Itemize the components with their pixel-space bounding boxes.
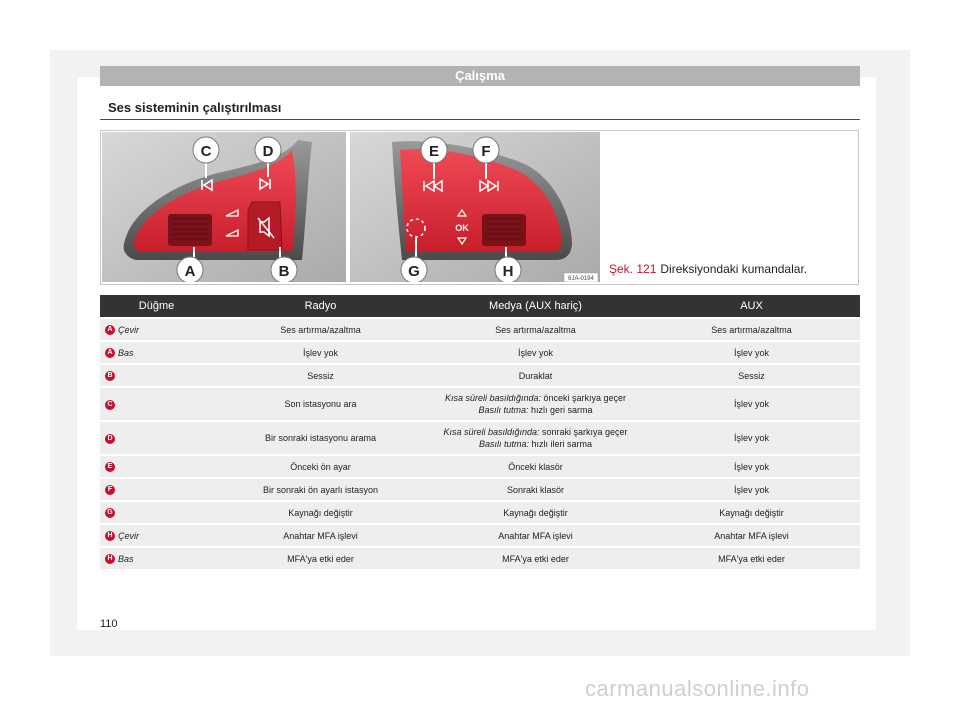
table-row (100, 456, 860, 477)
key-cell (100, 502, 213, 523)
radio-cell: Son istasyonu ara (213, 388, 428, 420)
key-badge: B (105, 371, 115, 381)
key-badge: H (105, 554, 115, 564)
aux-cell: Kaynağı değiştir (643, 502, 860, 523)
label-f: F (481, 143, 491, 160)
radio-cell: Anahtar MFA işlevi (213, 525, 428, 546)
table-header-row (100, 295, 860, 317)
figure-number: Şek. 121 (609, 262, 657, 276)
radio-cell: Ses artırma/azaltma (213, 319, 428, 340)
figure-ref-code: 6JA-0194 (568, 276, 594, 282)
media-cell: Ses artırma/azaltma (428, 319, 643, 340)
key-badge: D (105, 434, 115, 444)
media-long-press (432, 404, 639, 416)
table-row (100, 388, 860, 420)
aux-cell: İşlev yok (643, 342, 860, 363)
radio-cell: Bir sonraki ön ayarlı istasyon (213, 479, 428, 500)
long-press-text: hızlı ileri sarma (529, 439, 593, 449)
media-cell: Anahtar MFA işlevi (428, 525, 643, 546)
media-cell: Önceki klasör (428, 456, 643, 477)
page-number: 110 (100, 618, 118, 630)
aux-cell: İşlev yok (643, 388, 860, 420)
key-badge: F (105, 485, 115, 495)
label-b: B (278, 263, 290, 280)
key-badge: C (105, 400, 115, 410)
media-cell: Duraklat (428, 365, 643, 386)
radio-cell: Kaynağı değiştir (213, 502, 428, 523)
radio-cell: Bir sonraki istasyonu arama (213, 422, 428, 454)
key-badge: E (105, 462, 115, 472)
radio-cell: Önceki ön ayar (213, 456, 428, 477)
table-row (100, 422, 860, 454)
media-cell: MFA'ya etki eder (428, 548, 643, 569)
key-cell (100, 365, 213, 386)
media-cell (428, 422, 643, 454)
key-badge: G (105, 508, 115, 518)
key-cell (100, 342, 213, 363)
header-radio: Radyo (213, 295, 428, 317)
aux-cell: MFA'ya etki eder (643, 548, 860, 569)
aux-cell: Ses artırma/azaltma (643, 319, 860, 340)
action-label: Bas (118, 553, 134, 564)
watermark-text: carmanualsonline.info (585, 676, 810, 701)
function-table (100, 293, 860, 571)
media-long-press (432, 438, 639, 450)
header-button: Düğme (100, 295, 213, 317)
table-row (100, 525, 860, 546)
key-cell (100, 525, 213, 546)
long-press-text: hızlı geri sarma (528, 405, 593, 415)
table-row (100, 479, 860, 500)
label-e: E (428, 143, 440, 160)
action-label: Bas (118, 347, 134, 358)
radio-cell: Sessiz (213, 365, 428, 386)
short-press-text: önceki şarkıya geçer (541, 393, 627, 403)
label-a: A (184, 263, 196, 280)
media-cell: Kaynağı değiştir (428, 502, 643, 523)
aux-cell: İşlev yok (643, 456, 860, 477)
header-media: Medya (AUX hariç) (428, 295, 643, 317)
long-press-lead: Basılı tutma: (478, 439, 529, 449)
key-cell (100, 479, 213, 500)
key-cell (100, 388, 213, 420)
figure-caption-text: Direksiyondaki kumandalar. (660, 262, 808, 276)
label-c: C (200, 143, 212, 160)
short-press-text: sonraki şarkıya geçer (539, 427, 628, 437)
header-aux: AUX (643, 295, 860, 317)
media-cell: İşlev yok (428, 342, 643, 363)
ok-label: OK (455, 223, 469, 233)
radio-cell: MFA'ya etki eder (213, 548, 428, 569)
steering-controls-photo (102, 132, 600, 282)
aux-cell: Sessiz (643, 365, 860, 386)
key-cell (100, 319, 213, 340)
table-row (100, 342, 860, 363)
table-row (100, 319, 860, 340)
key-badge: A (105, 348, 115, 358)
table-row (100, 365, 860, 386)
key-badge: A (105, 325, 115, 335)
media-short-press (432, 426, 639, 438)
key-badge: H (105, 531, 115, 541)
key-cell (100, 548, 213, 569)
section-title: Ses sisteminin çalıştırılması (108, 100, 282, 115)
aux-cell: İşlev yok (643, 422, 860, 454)
aux-cell: Anahtar MFA işlevi (643, 525, 860, 546)
action-label: Çevir (118, 530, 140, 541)
table-row (100, 548, 860, 569)
title-divider (100, 119, 860, 120)
label-g: G (408, 263, 420, 280)
figure-caption (609, 262, 807, 276)
key-cell (100, 422, 213, 454)
media-cell: Sonraki klasör (428, 479, 643, 500)
key-cell (100, 456, 213, 477)
table-row (100, 502, 860, 523)
chapter-header: Çalışma (100, 66, 860, 86)
long-press-lead: Basılı tutma: (478, 405, 529, 415)
media-cell (428, 388, 643, 420)
media-short-press (432, 392, 639, 404)
short-press-lead: Kısa süreli basıldığında: (443, 427, 540, 437)
label-h: H (502, 263, 514, 280)
label-d: D (262, 143, 274, 160)
aux-cell: İşlev yok (643, 479, 860, 500)
short-press-lead: Kısa süreli basıldığında: (444, 393, 541, 403)
action-label: Çevir (118, 324, 140, 335)
radio-cell: İşlev yok (213, 342, 428, 363)
